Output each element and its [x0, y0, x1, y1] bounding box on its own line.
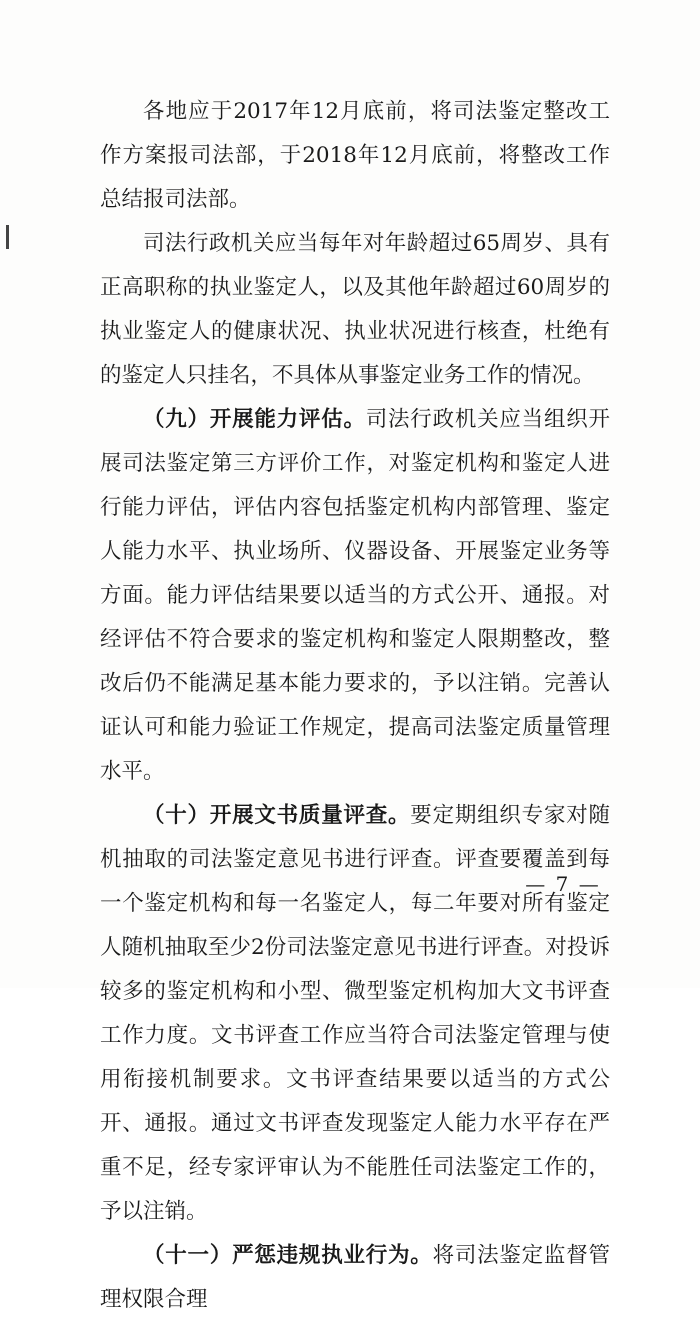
document-body: [100, 90, 610, 1322]
paragraph-5: [100, 1234, 610, 1322]
paragraph-text: 各地应于2017年12月底前，将司法鉴定整改工作方案报司法部，于2018年12月底前，将整改工作总结报司法部。: [100, 99, 610, 212]
page-number: — 7 —: [525, 872, 601, 896]
paragraph-3: [100, 398, 610, 794]
paragraph-1: [100, 90, 610, 222]
binding-mark: [6, 225, 9, 249]
paragraph-heading: （九）开展能力评估。: [143, 407, 366, 432]
paragraph-text: 将司法鉴定监督管理权限合理: [100, 1243, 610, 1312]
paragraph-text: 司法行政机关应当每年对年龄超过65周岁、具有正高职称的执业鉴定人，以及其他年龄超过60周岁的执业鉴定人的健康状况、执业状况进行核查，杜绝有的鉴定人只挂名，不具体从事鉴定业务工作的情况。: [100, 231, 610, 388]
paragraph-text: 司法行政机关应当组织开展司法鉴定第三方评价工作，对鉴定机构和鉴定人进行能力评估，评估内容包括鉴定机构内部管理、鉴定人能力水平、执业场所、仪器设备、开展鉴定业务等方面。能力评估结果要以适当的方式公开、通报。对经评估不符合要求的鉴定机构和鉴定人限期整改，整改后仍不能满足基本能力要求的，予以注销。完善认证认可和能力验证工作规定，提高司法鉴定质量管理水平。: [100, 407, 610, 784]
paragraph-2: [100, 222, 610, 398]
paragraph-text: 要定期组织专家对随机抽取的司法鉴定意见书进行评查。评查要覆盖到每一个鉴定机构和每一名鉴定人，每二年要对所有鉴定人随机抽取至少2份司法鉴定意见书进行评查。对投诉较多的鉴定机构和小型、微型鉴定机构加大文书评查工作力度。文书评查工作应当符合司法鉴定管理与使用衔接机制要求。文书评查结果要以适当的方式公开、通报。通过文书评查发现鉴定人能力水平存在严重不足，经专家评审认为不能胜任司法鉴定工作的，予以注销。: [100, 803, 610, 1224]
paragraph-4: [100, 794, 610, 1234]
paragraph-heading: （十）开展文书质量评查。: [143, 803, 411, 828]
paragraph-heading: （十一）严惩违规执业行为。: [143, 1243, 433, 1268]
